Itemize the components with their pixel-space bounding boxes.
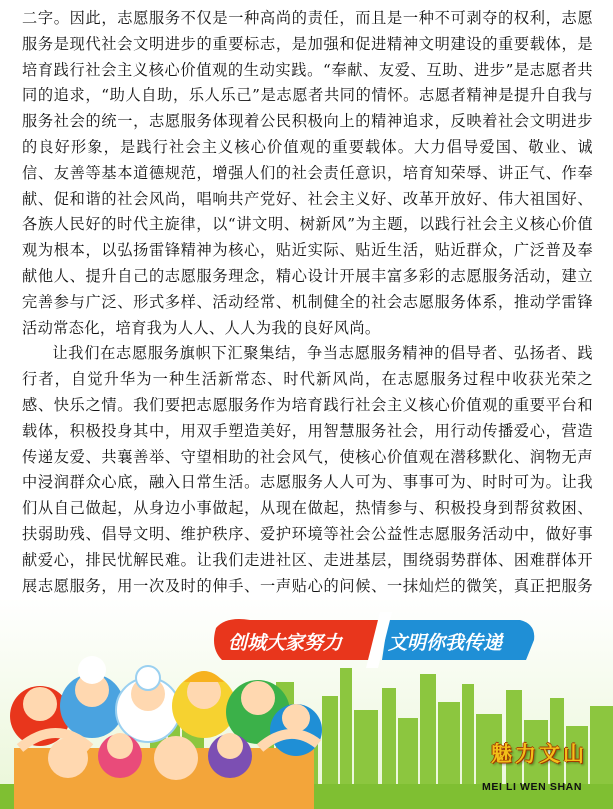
slogan-left: 创城大家努力 xyxy=(228,632,343,654)
brand-logo-english: MEI LI WEN SHAN xyxy=(482,781,582,793)
article-paragraph-2: 让我们在志愿服务旗帜下汇聚集结，争当志愿服务精神的倡导者、弘扬者、践行者，自觉升华为一种生活新常态、时代新风尚，在志愿服务过程中收获光荣之感、快乐之情。我们要把志愿服务作为培育践行社会主义核心价值观的重要平台和载体，积极投身其中，用双手塑造美好，用智慧服务社会，用行动传播爱心，营造传递友爱、共襄善举、守望相助的社会风气，使核心价值观在潜移默化、润物无声中浸润群众心底，融入日常生活。志愿服务人人可为、事事可为、时时可为。让我们从自己做起，从身边小事做起，从现在做起，热情参与、积极投身到帮贫救困、扶弱助残、倡导文明、维护秩序、爱护环境等社会公益性志愿服务活动中，做好事献爱心，排民忧解民难。让我们走进社区、走进基层，围绕弱势群体、困难群体开展志愿服务，用一次及时的伸手、一声贴心的问候、一抹灿烂的微笑，真正把服务 xyxy=(22,344,593,595)
article-paragraph-1: 二字。因此，志愿服务不仅是一种高尚的责任，而且是一种不可剥夺的权利，志愿服务是现代社会文明进步的重要标志，是加强和促进精神文明建设的重要载体，是培育践行社会主义核心价值观的生动实践。“奉献、友爱、互助、进步”是志愿者共同的追求，“助人自助，乐人乐己”是志愿者共同的情怀。志愿者精神是提升自我与服务社会的统一，志愿服务体现着公民积极向上的精神追求，反映着社会文明进步的良好形象，是践行社会主义核心价值观的重要载体。大力倡导爱国、敬业、诚信、友善等基本道德规范，增强人们的社会责任意识，培育知荣辱、讲正气、作奉献、促和谐的社会风尚，唱响共产党好、社会主义好、改革开放好、伟大祖国好、各族人民好的时代主旋律，以“讲文明、树新风”为主题，以践行社会主义核心价值观为根本，以弘扬雷锋精神为核心，贴近实际、贴近生活，贴近群众，广泛普及奉献他人、提升自己的志愿服务理念，精心设计开展丰富多彩的志愿服务活动，建立完善参与广泛、形式多样、活动经常、机制健全的社会志愿服务体系，推动学雷锋活动常态化，培育我为人人、人人为我的良好风尚。 xyxy=(22,9,593,337)
slogan-right: 文明你我传递 xyxy=(388,632,503,654)
slogan-container xyxy=(216,622,534,664)
brand-logo-chinese: 魅力文山 xyxy=(491,741,587,766)
article-body xyxy=(22,6,593,651)
